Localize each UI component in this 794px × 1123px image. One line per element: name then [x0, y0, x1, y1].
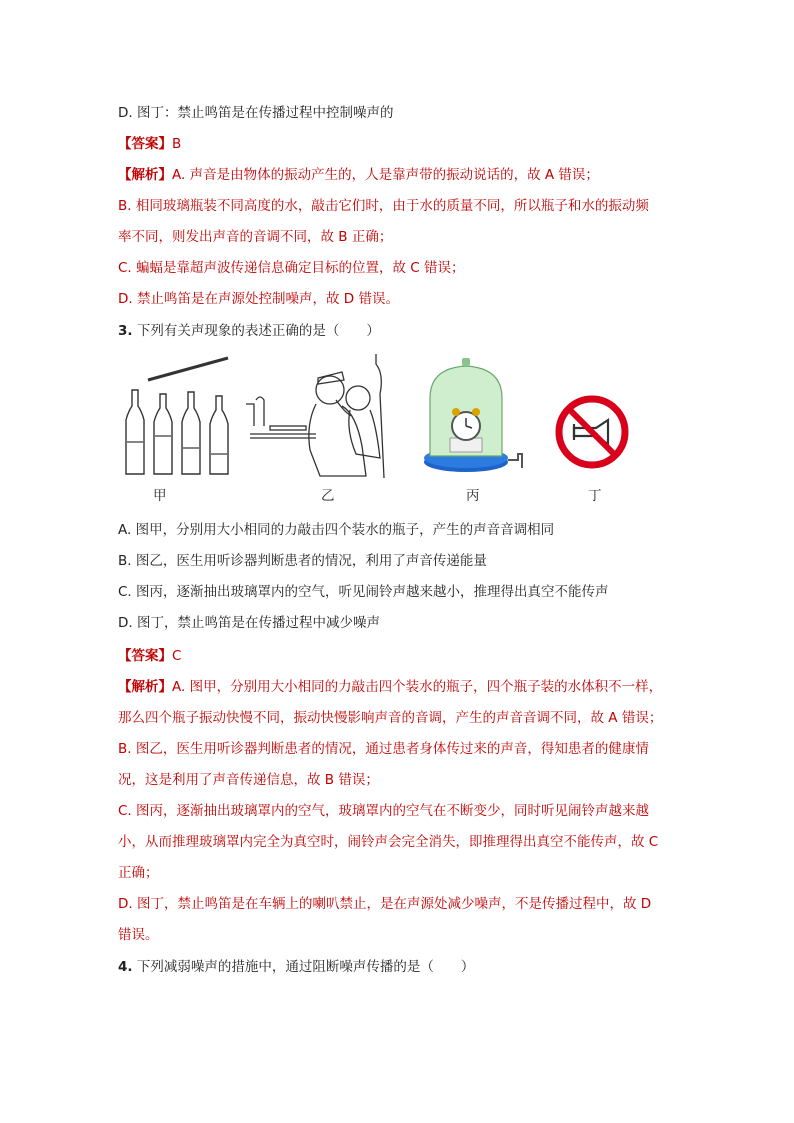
answer-tag: 【答案】 [118, 648, 172, 664]
q3-analysis-a2: 那么四个瓶子振动快慢不同，振动快慢影响声音的音调，产生的声音音调不同，故 A 错误； [118, 710, 663, 726]
q2-analysis-b2: 率不同，则发出声音的音调不同，故 B 正确； [118, 229, 393, 245]
q2-analysis-c: C. 蝙蝠是靠超声波传递信息确定目标的位置，故 C 错误； [118, 260, 465, 276]
bottle-3 [182, 392, 200, 474]
question-number: 3. [118, 323, 133, 339]
q3-analysis-b1: B. 图乙，医生用听诊器判断患者的情况，通过患者身体传过来的声音，得知患者的健康情 [118, 741, 649, 757]
bottle-2 [154, 394, 172, 474]
q3-analysis-c1: C. 图丙，逐渐抽出玻璃罩内的空气，玻璃罩内的空气在不断变少，同时听见闹铃声越来越 [118, 803, 650, 819]
q3-option-b: B. 图乙，医生用听诊器判断患者的情况，利用了声音传递能量 [118, 553, 487, 569]
caption-bing: 丙 [466, 488, 480, 504]
no-horn-sign-icon [554, 394, 630, 470]
q3-analysis-d2: 错误。 [118, 927, 159, 943]
q3-answer [118, 646, 181, 666]
q3-analysis-b2: 况，这是利用了声音传递信息，故 B 错误； [118, 772, 379, 788]
q3-analysis-c2: 小，从而推理玻璃罩内完全为真空时，闹铃声会完全消失，即推理得出真空不能传声，故 C [118, 834, 659, 850]
q4-stem: 4. 下列减弱噪声的措施中，通过阻断噪声传播的是（ ） [118, 959, 475, 975]
q2-answer [118, 134, 181, 154]
q2-option-d: D. 图丁：禁止鸣笛是在传播过程中控制噪声的 [118, 105, 394, 121]
q3-stem: 3. 下列有关声现象的表述正确的是（ ） [118, 323, 380, 339]
bottle-1 [126, 390, 144, 474]
figure-doctor-patient [246, 354, 388, 480]
answer-value: B [172, 136, 182, 152]
question-number: 4. [118, 959, 133, 975]
answer-tag: 【答案】 [118, 136, 172, 152]
figure-bottles [120, 356, 240, 480]
patient-head [346, 386, 370, 410]
answer-value: C [172, 648, 182, 664]
q2-analysis-d: D. 禁止鸣笛是在声源处控制噪声，故 D 错误。 [118, 291, 399, 307]
q2-analysis-b1: B. 相同玻璃瓶装不同高度的水，敲击它们时，由于水的质量不同，所以瓶子和水的振动频 [118, 198, 649, 214]
q3-option-d: D. 图丁，禁止鸣笛是在传播过程中减少噪声 [118, 615, 380, 631]
analysis-tag: 【解析】 [118, 679, 172, 695]
q2-analysis-a: 【解析】A. 声音是由物体的振动产生的，人是靠声带的振动说话的，故 A 错误； [118, 167, 599, 183]
q3-analysis-d1: D. 图丁，禁止鸣笛是在车辆上的喇叭禁止，是在声源处减少噪声，不是传播过程中，故 D [118, 896, 652, 912]
q3-analysis-a1: 【解析】A. 图甲，分别用大小相同的力敲击四个装水的瓶子，四个瓶子装的水体积不一样， [118, 679, 663, 695]
analysis-tag: 【解析】 [118, 167, 172, 183]
figure-bell-jar [422, 356, 526, 480]
strike-rod [148, 358, 228, 380]
caption-yi: 乙 [321, 488, 335, 504]
caption-ding: 丁 [588, 488, 602, 504]
q3-analysis-c3: 正确； [118, 865, 159, 881]
q3-option-c: C. 图丙，逐渐抽出玻璃罩内的空气，听见闹铃声越来越小，推理得出真空不能传声 [118, 584, 609, 600]
bottle-4 [210, 396, 228, 474]
valve [508, 454, 522, 468]
caption-jia: 甲 [153, 488, 167, 504]
q3-option-a: A. 图甲，分别用大小相同的力敲击四个装水的瓶子，产生的声音音调相同 [118, 522, 555, 538]
